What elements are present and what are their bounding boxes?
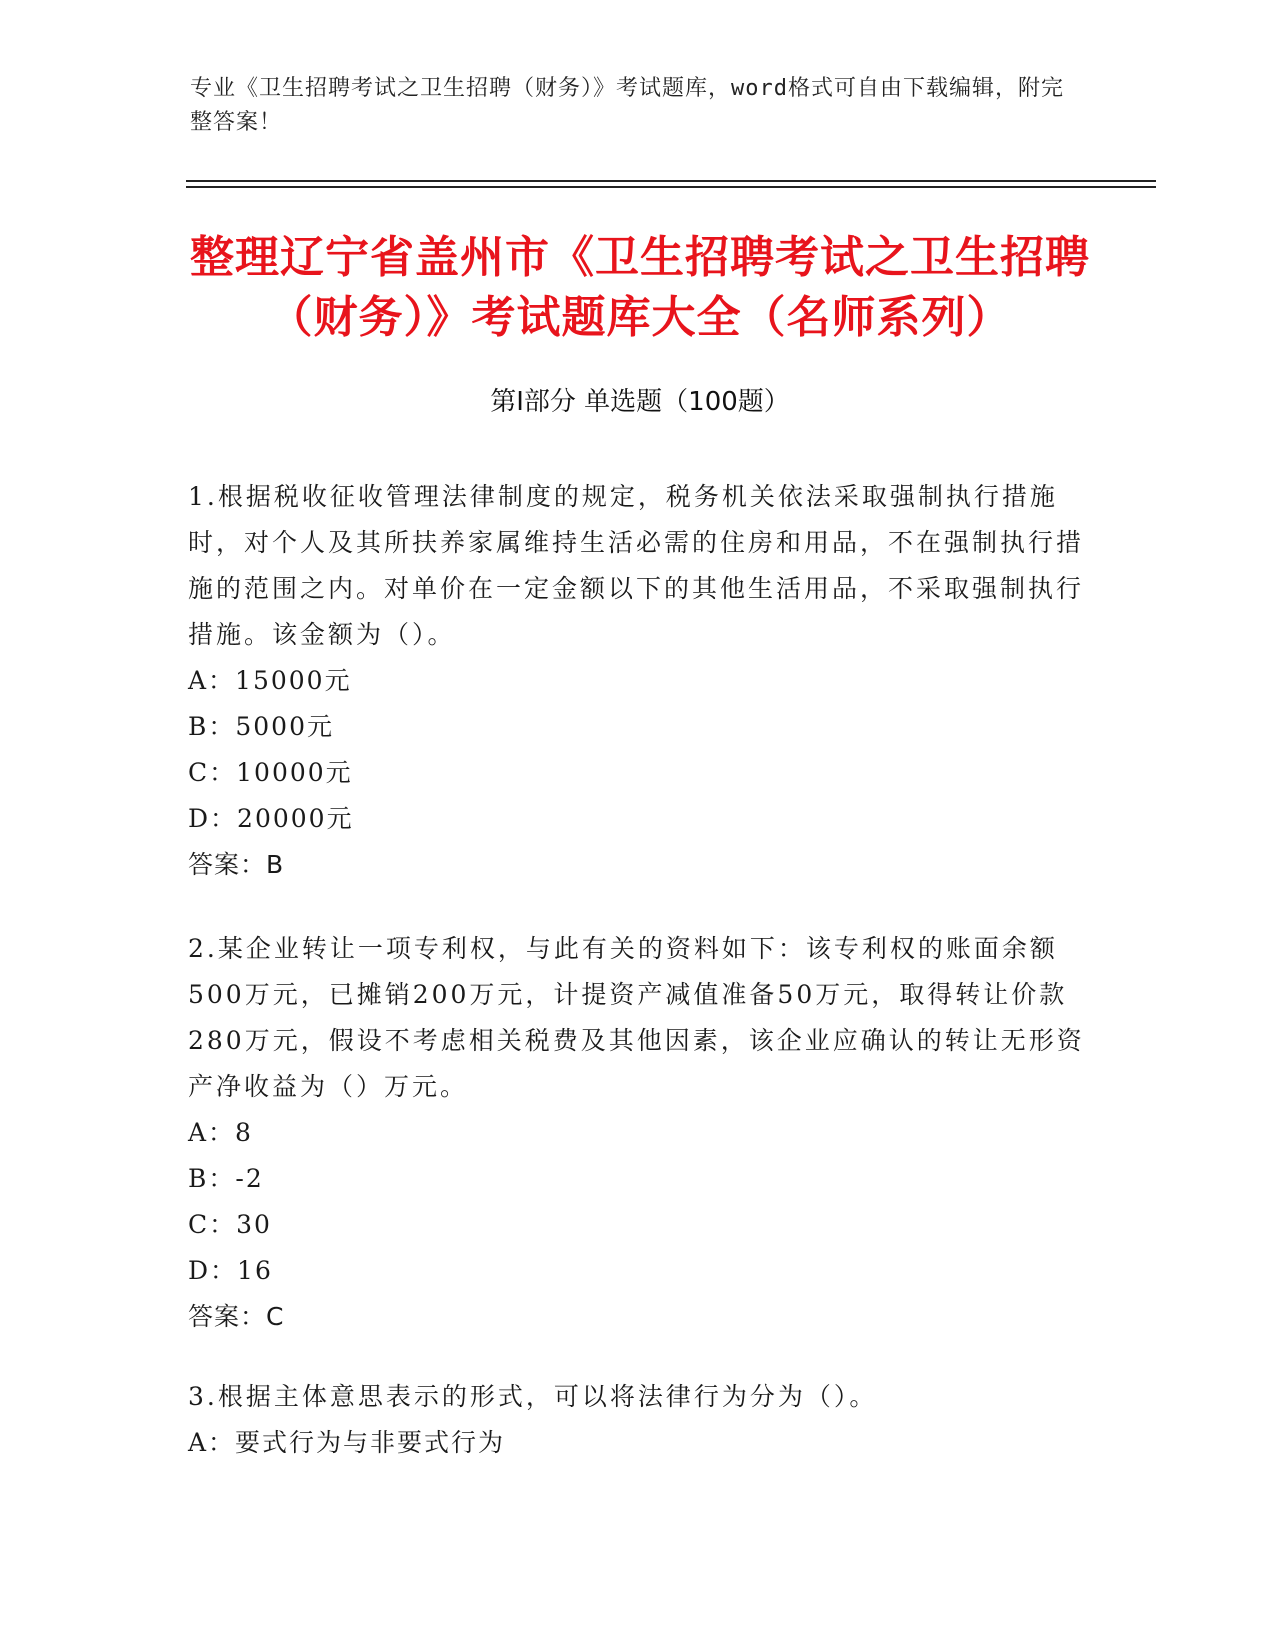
question-1 <box>188 474 1088 888</box>
header-divider-top <box>186 180 1156 182</box>
option-a: A：15000元 <box>188 666 352 695</box>
question-stem: 2.某企业转让一项专利权，与此有关的资料如下：该专利权的账面余额500万元，已摊销200万元，计提资产减值准备50万元，取得转让价款280万元，假设不考虑相关税费及其他因素，该企业应确认的转让无形资产净收益为（）万元。 <box>188 934 1085 1101</box>
header-divider-bottom <box>186 186 1156 188</box>
option-c: C：30 <box>188 1210 272 1239</box>
question-2 <box>188 926 1088 1340</box>
option-a: A：要式行为与非要式行为 <box>188 1428 506 1457</box>
question-stem: 3.根据主体意思表示的形式，可以将法律行为分为（）。 <box>188 1382 878 1411</box>
answer: 答案：B <box>188 850 285 879</box>
section-heading: 第I部分 单选题（100题） <box>490 387 790 417</box>
option-c: C：10000元 <box>188 758 353 787</box>
answer: 答案：C <box>188 1302 285 1331</box>
option-a: A：8 <box>188 1118 253 1147</box>
document-title: 整理辽宁省盖州市《卫生招聘考试之卫生招聘（财务）》考试题库大全（名师系列） <box>190 232 1090 343</box>
question-3 <box>188 1374 1088 1466</box>
option-b: B：5000元 <box>188 712 334 741</box>
option-d: D：20000元 <box>188 804 354 833</box>
option-d: D：16 <box>188 1256 273 1285</box>
header-note: 专业《卫生招聘考试之卫生招聘（财务）》考试题库，word格式可自由下载编辑，附完整答案！ <box>190 76 1064 135</box>
question-stem: 1.根据税收征收管理法律制度的规定，税务机关依法采取强制执行措施时，对个人及其所扶养家属维持生活必需的住房和用品，不在强制执行措施的范围之内。对单价在一定金额以下的其他生活用品，不采取强制执行措施。该金额为（）。 <box>188 482 1085 649</box>
option-b: B：-2 <box>188 1164 264 1193</box>
